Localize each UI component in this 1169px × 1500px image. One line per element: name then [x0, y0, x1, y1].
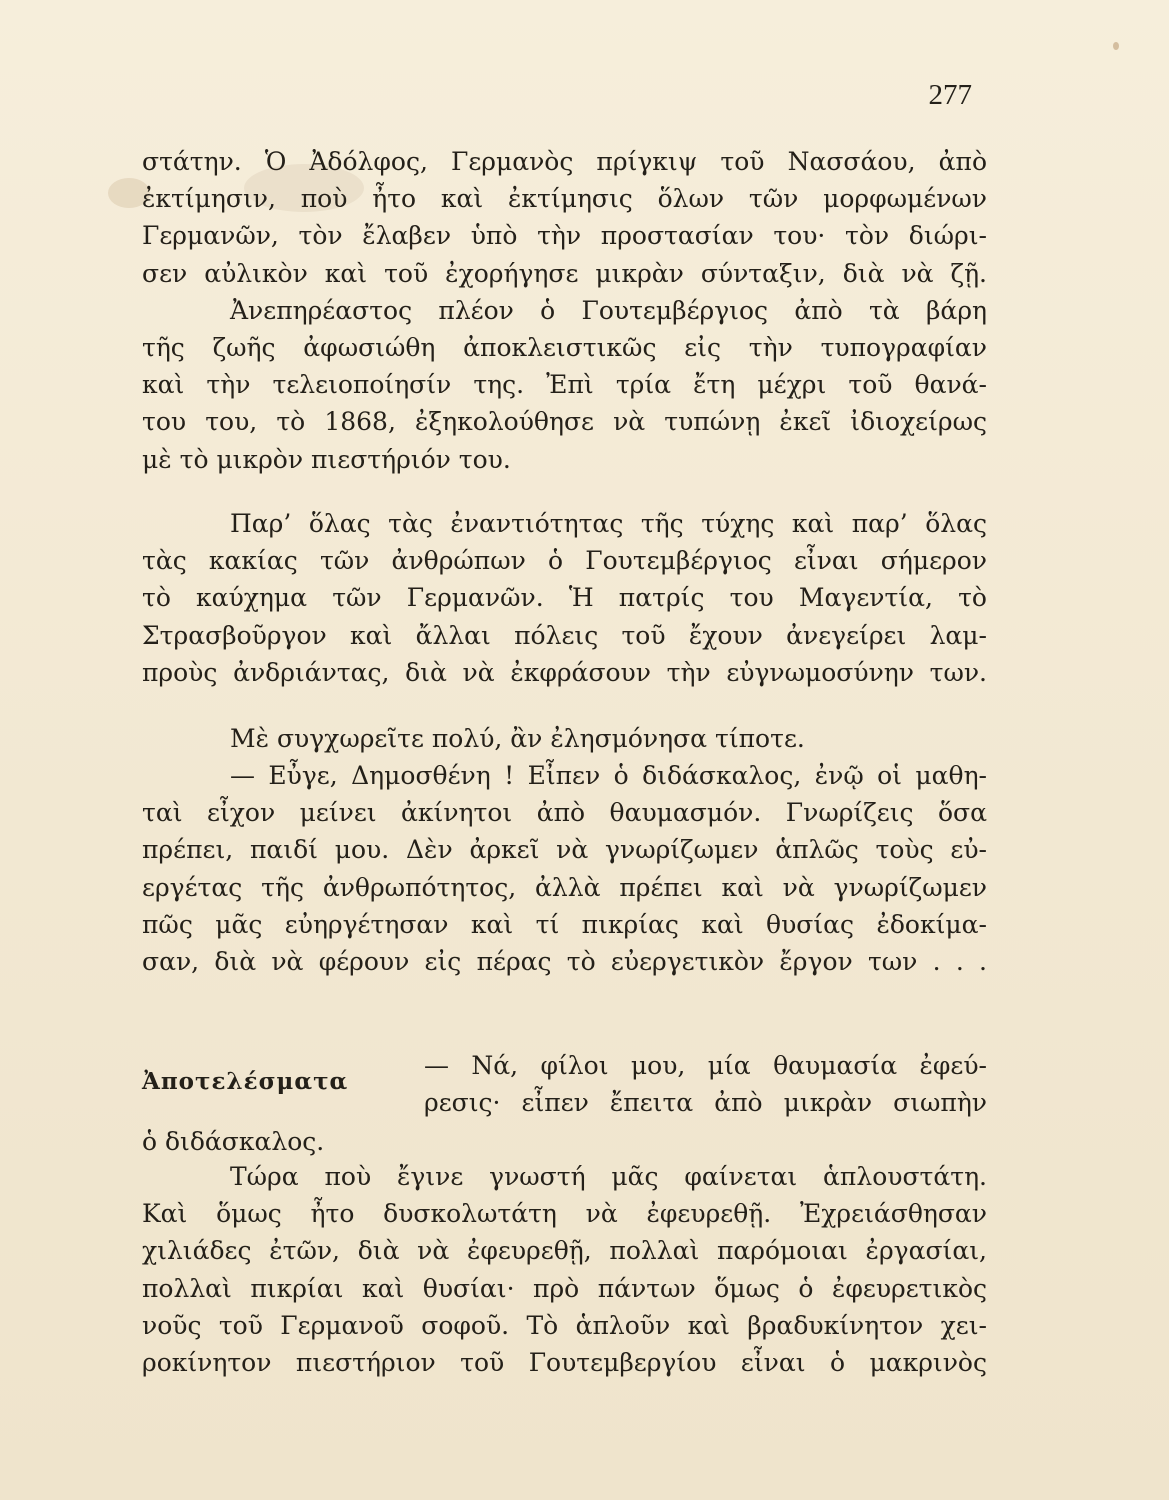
text-line: του του, τὸ 1868, ἐξηκολούθησε νὰ τυπώνῃ ἐκεῖ ἰδιοχείρως	[142, 407, 987, 437]
text-line: εργέτας τῆς ἀνθρωπότητος, ἀλλὰ πρέπει καὶ νὰ γνωρίζωμεν	[142, 872, 987, 902]
text-line: πολλαὶ πικρίαι καὶ θυσίαι· πρὸ πάντων ὅμως ὁ ἐφευρετικὸς	[142, 1273, 987, 1303]
text-line: σεν αὐλικὸν καὶ τοῦ ἐχορήγησε μικρὰν σύνταξιν, διὰ νὰ ζῇ.	[142, 258, 987, 288]
text-line: πῶς μᾶς εὐηργέτησαν καὶ τί πικρίας καὶ θυσίας ἐδοκίμα-	[142, 909, 987, 939]
text-line: ροκίνητον πιεστήριον τοῦ Γουτεμβεργίου εἶναι ὁ μακρινὸς	[142, 1347, 987, 1377]
text-line: Παρ’ ὅλας τὰς ἐναντιότητας τῆς τύχης καὶ παρ’ ὅλας	[230, 509, 987, 538]
text-line: Γερμανῶν, τὸν ἔλαβεν ὑπὸ τὴν προστασίαν του· τὸν διώρι-	[142, 221, 987, 251]
text-line: τῆς ζωῆς ἀφωσιώθη ἀποκλειστικῶς εἰς τὴν τυπογραφίαν	[142, 332, 987, 362]
text-line: καὶ τὴν τελειοποίησίν της. Ἐπὶ τρία ἔτη μέχρι τοῦ θανά-	[142, 370, 987, 400]
text-line: Ἀνεπηρέαστος πλέον ὁ Γουτεμβέργιος ἀπὸ τὰ βάρη	[230, 295, 987, 325]
paper-stain	[1113, 42, 1119, 50]
paragraph-2	[142, 505, 987, 691]
paragraph-1	[142, 143, 987, 478]
text-line: στάτην. Ὁ Ἀδόλφος, Γερμανὸς πρίγκιψ τοῦ Νασσάου, ἀπὸ	[142, 147, 987, 176]
text-line: — Νά, φίλοι μου, μία θαυμασία ἐφεύ-	[424, 1051, 987, 1080]
paragraph-5	[142, 1158, 987, 1381]
text-line: — Εὖγε, Δημοσθένη ! Εἶπεν ὁ διδάσκαλος, ἐνῷ οἱ μαθη-	[230, 761, 987, 790]
text-line: τὸ καύχημα τῶν Γερμανῶν. Ἡ πατρίς του Μαγεντία, τὸ	[142, 583, 987, 613]
text-line: πρέπει, παιδί μου. Δὲν ἀρκεῖ νὰ γνωρίζωμεν ἁπλῶς τοὺς εὐ-	[142, 835, 987, 865]
text-line: Καὶ ὅμως ἦτο δυσκολωτάτη νὰ ἐφευρεθῇ. Ἐχρειάσθησαν	[142, 1199, 987, 1229]
heading-paragraph-end	[142, 1123, 987, 1160]
text-line: Μὲ συγχωρεῖτε πολύ, ἂν ἐλησμόνησα τίποτε.	[230, 724, 805, 753]
text-line: ὁ διδάσκαλος.	[142, 1127, 325, 1156]
side-heading: Ἀποτελέσματα	[142, 1068, 349, 1095]
text-line: μὲ τὸ μικρὸν πιεστήριόν του.	[142, 444, 511, 474]
text-line: Τώρα ποὺ ἔγινε γνωστή μᾶς φαίνεται ἁπλουστάτη.	[230, 1162, 987, 1191]
page-number: 277	[928, 79, 972, 111]
text-line: προὺς ἀνδριάντας, διὰ νὰ ἐκφράσουν τὴν εὐγνωμοσύνην των.	[142, 657, 987, 687]
text-line: ἐκτίμησιν, ποὺ ἦτο καὶ ἐκτίμησις ὅλων τῶν μορφωμένων	[142, 184, 987, 214]
text-line: τὰς κακίας τῶν ἀνθρώπων ὁ Γουτεμβέργιος εἶναι σήμερον	[142, 546, 987, 576]
text-line: ρεσις· εἶπεν ἔπειτα ἀπὸ μικρὰν σιωπὴν	[424, 1088, 987, 1118]
text-line: χιλιάδες ἐτῶν, διὰ νὰ ἐφευρεθῇ, πολλαὶ παρόμοιαι ἐργασίαι,	[142, 1236, 987, 1266]
text-line: ταὶ εἶχον μείνει ἀκίνητοι ἀπὸ θαυμασμόν. Γνωρίζεις ὅσα	[142, 798, 987, 828]
text-line: σαν, διὰ νὰ φέρουν εἰς πέρας τὸ εὐεργετικὸν ἔργον των . . .	[142, 946, 987, 976]
text-line: νοῦς τοῦ Γερμανοῦ σοφοῦ. Τὸ ἁπλοῦν καὶ βραδυκίνητον χει-	[142, 1310, 987, 1340]
paragraph-4	[142, 757, 987, 980]
paragraph-3	[142, 720, 987, 757]
text-line: Στρασβοῦργον καὶ ἄλλαι πόλεις τοῦ ἔχουν ἀνεγείρει λαμ-	[142, 620, 987, 650]
heading-paragraph	[424, 1047, 987, 1121]
